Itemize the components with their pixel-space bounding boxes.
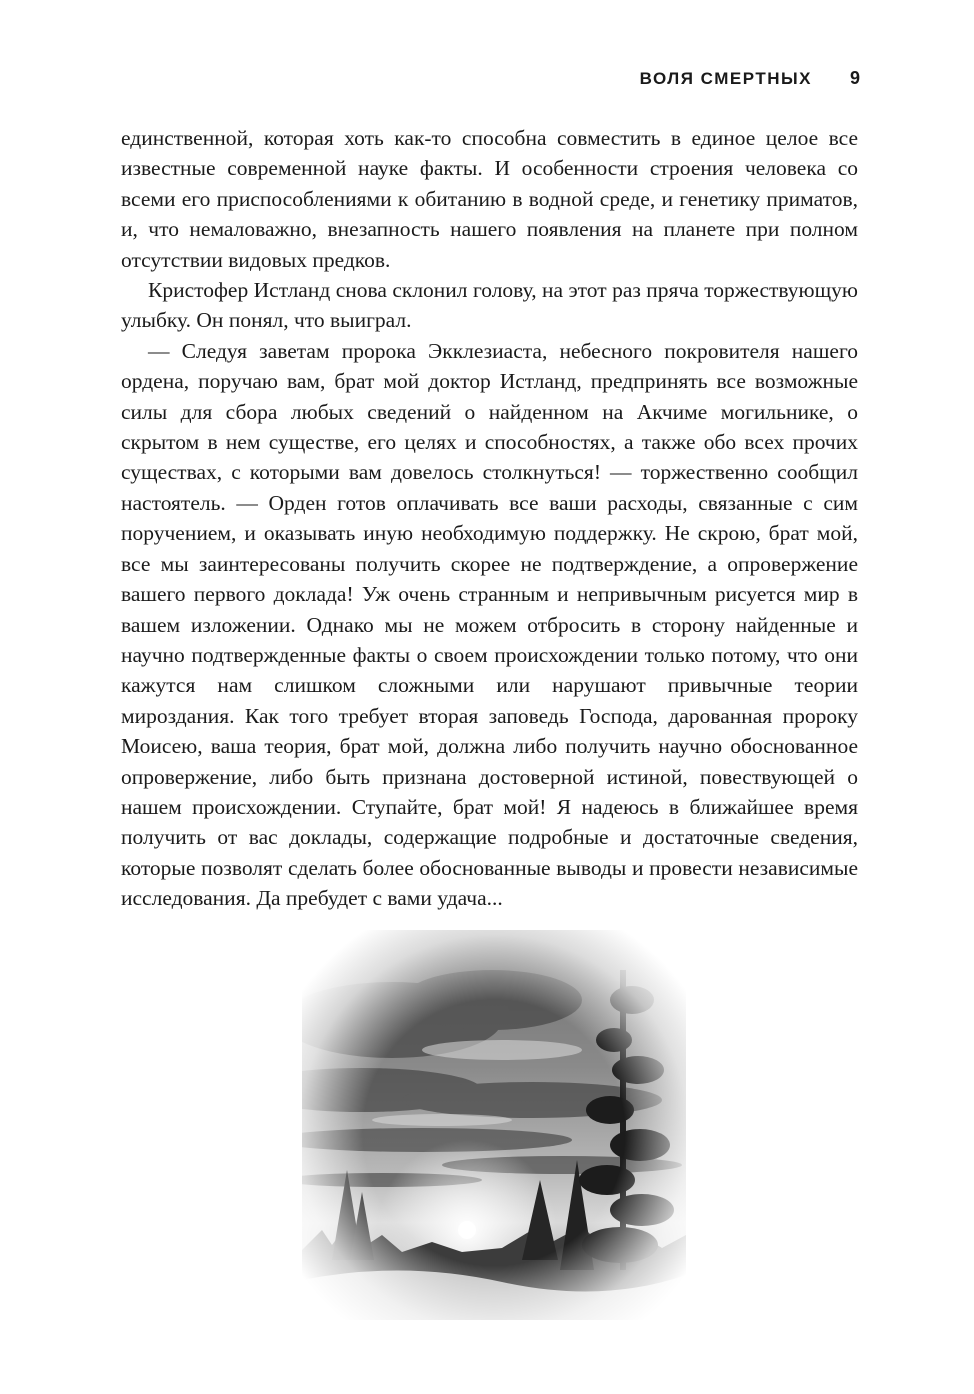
paragraph-continuation: единственной, которая хоть как-то способна совместить в единое целое все известные современной науке факты. И особенности строения человека со всеми его приспособлениями к обитанию в водной среде, и генетику приматов, и, что немаловажно, внезапность нашего появления на планете при полном отсутствии видовых предков. — [121, 126, 858, 272]
running-head — [120, 68, 860, 89]
body-text — [121, 123, 858, 914]
paragraph: — Следуя заветам пророка Экклезиаста, небесного покровителя нашего ордена, поручаю вам, брат мой доктор Истланд, предпринять все возможные силы для сбора любых сведений о найденном на Акчиме могильнике, о скрытом в нем существе, его целях и способностях, а также обо всех прочих существах, с которыми вам довелось столкнуться! — торжественно сообщил настоятель. — Орден готов оплачивать все ваши расходы, связанные с сим поручением, и оказывать иную необходимую поддержку. Не скрою, брат мой, все мы заинтересованы получить скорее не подтверждение, а опровержение вашего первого доклада! Уж очень странным и непривычным рисуется мир в вашем изложении. Однако мы не можем отбросить в сторону найденные и научно подтвержденные факты о своем происхождении только потому, что они кажутся нам слишком сложными или нарушают привычные теории мироздания. Как того требует вторая заповедь Господа, дарованная пророку Моисею, ваша теория, брат мой, должна либо получить научно обоснованное опровержение, либо быть признана достоверной истиной, повествующей о нашем происхождении. Ступайте, брат мой! Я надеюсь в ближайшее время получить от вас доклады, содержащие подробные и достаточные сведения, которые позволят сделать более обоснованные выводы и провести независимые исследования. Да пребудет с вами удача... — [121, 338, 858, 911]
forest-sunset-illustration — [302, 930, 686, 1320]
page-number: 9 — [849, 68, 860, 88]
paragraph: Кристофер Истланд снова склонил голову, на этот раз пряча торжествующую улыбку. Он понял, что выиграл. — [121, 278, 858, 333]
running-title: ВОЛЯ СМЕРТНЫХ — [639, 69, 812, 88]
